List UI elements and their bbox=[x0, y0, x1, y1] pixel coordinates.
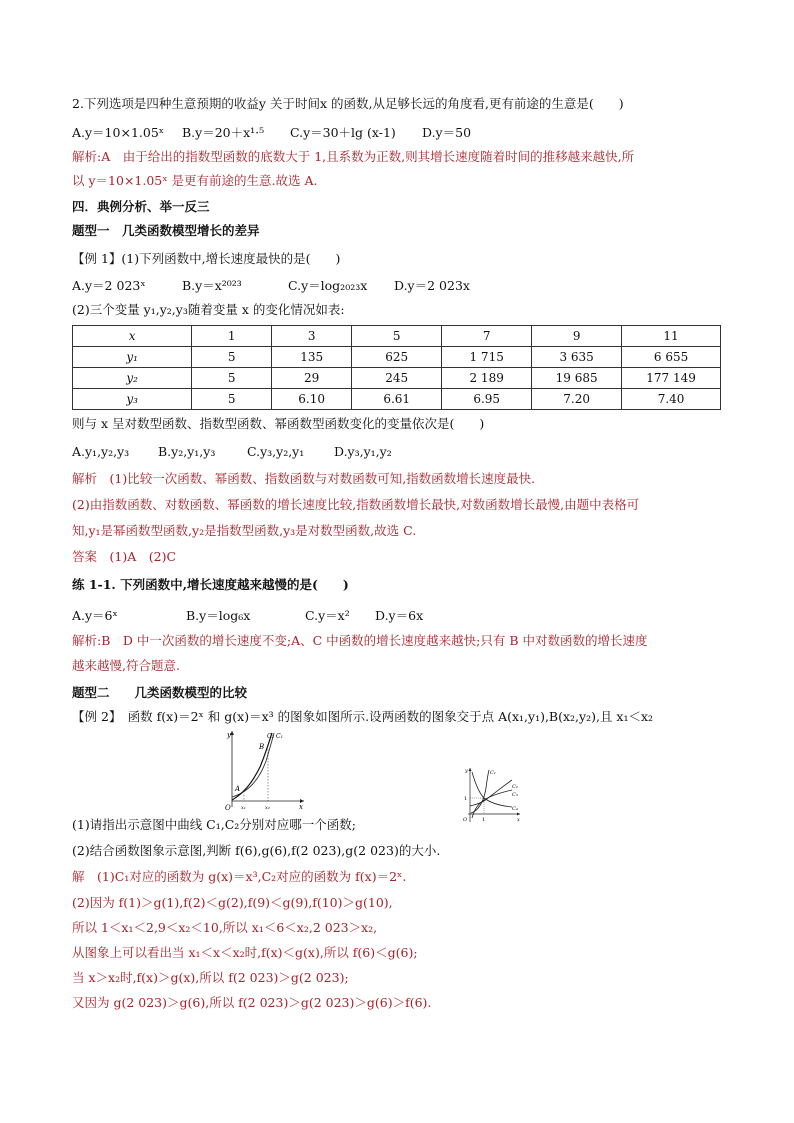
ex1-option-d: D.y＝2 023x bbox=[394, 278, 470, 293]
ex2-solution-line2: (2)因为 f(1)＞g(1),f(2)＜g(2),f(9)＜g(9),f(10)＞g(10), bbox=[72, 895, 393, 910]
ex2-solution-line4: 从图象上可以看出当 x₁＜x＜x₂时,f(x)＜g(x),所以 f(6)＜g(6); bbox=[72, 945, 418, 960]
practice-option-c: C.y＝x² bbox=[305, 608, 350, 623]
ex1-stem2: (2)三个变量 y₁,y₂,y₃随着变量 x 的变化情况如表: bbox=[72, 302, 345, 317]
fig1-origin: O bbox=[225, 804, 231, 812]
ex1-analysis-line2: (2)由指数函数、对数函数、幂函数的增长速度比较,指数函数增长最快,对数函数增长最慢,由题中表格可 bbox=[72, 497, 640, 512]
ex2-solution-line3: 所以 1＜x₁＜2,9＜x₂＜10,所以 x₁＜6＜x₂,2 023＞x₂, bbox=[72, 920, 378, 935]
table-cell: 1 715 bbox=[442, 347, 532, 368]
fig2-c4-label: C₄ bbox=[512, 806, 518, 812]
table-cell: 29 bbox=[272, 368, 352, 389]
ex2-solution-line5: 当 x＞x₂时,f(x)＞g(x),所以 f(2 023)＞g(2 023); bbox=[72, 970, 349, 985]
c2-label: C₂ bbox=[267, 733, 274, 740]
table-cell: 19 685 bbox=[532, 368, 622, 389]
practice-option-b: B.y＝log₆x bbox=[186, 608, 251, 623]
table-cell: 5 bbox=[352, 326, 442, 347]
table-cell: 6 655 bbox=[622, 347, 721, 368]
q2-option-b: B.y＝20＋x¹·⁵ bbox=[182, 125, 265, 140]
practice-option-a: A.y＝6ˣ bbox=[72, 608, 118, 623]
ex1-option-c: C.y＝log₂₀₂₃x bbox=[288, 278, 368, 293]
table-row-header: x bbox=[73, 326, 192, 347]
table-cell: 5 bbox=[192, 347, 272, 368]
table-row bbox=[73, 326, 721, 347]
ex1-q2-option-c: C.y₃,y₂,y₁ bbox=[247, 444, 305, 459]
table-cell: 177 149 bbox=[622, 368, 721, 389]
table-cell: 245 bbox=[352, 368, 442, 389]
table-cell: 11 bbox=[622, 326, 721, 347]
practice-option-d: D.y＝6x bbox=[375, 608, 424, 623]
ex1-option-a: A.y＝2 023ˣ bbox=[72, 278, 146, 293]
q2-stem: 2.下列选项是四种生意预期的收益y 关于时间x 的函数,从足够长远的角度看,更有前途的生意是( ) bbox=[72, 96, 624, 111]
table-row-header: y₁ bbox=[73, 347, 192, 368]
fig2-c2-label: C₂ bbox=[512, 784, 518, 790]
table-cell: 7 bbox=[442, 326, 532, 347]
variables-table bbox=[72, 325, 721, 410]
table-cell: 6.61 bbox=[352, 389, 442, 410]
table-row bbox=[73, 347, 721, 368]
practice-analysis-line2: 越来越慢,符合题意. bbox=[72, 658, 180, 673]
table-cell: 5 bbox=[192, 389, 272, 410]
q2-option-a: A.y＝10×1.05ˣ bbox=[72, 125, 165, 140]
table-cell: 6.10 bbox=[272, 389, 352, 410]
ex1-question: 则与 x 呈对数型函数、指数型函数、幂函数型函数变化的变量依次是( ) bbox=[72, 416, 485, 431]
table-cell: 5 bbox=[192, 368, 272, 389]
fig2-c1-label: C₁ bbox=[490, 770, 496, 776]
table-cell: 3 bbox=[272, 326, 352, 347]
ex1-answer: 答案 (1)A (2)C bbox=[72, 549, 177, 564]
intersection-graph bbox=[222, 727, 306, 813]
fig1-y-label: y bbox=[227, 731, 231, 739]
fig2-x-label: x bbox=[517, 817, 520, 823]
ex2-stem: 【例 2】 函数 f(x)＝2ˣ 和 g(x)＝x³ 的图象如图所示.设两函数的图象交于点 A(x₁,y₁),B(x₂,y₂),且 x₁＜x₂ bbox=[72, 709, 654, 724]
fig2-one-y: 1 bbox=[464, 796, 468, 802]
ex2-q2: (2)结合函数图象示意图,判断 f(6),g(6),f(2 023),g(2 023)的大小. bbox=[72, 843, 441, 858]
table-cell: 625 bbox=[352, 347, 442, 368]
c1-label: C₁ bbox=[276, 733, 283, 740]
q2-option-d: D.y＝50 bbox=[422, 125, 472, 140]
ex1-stem1: 【例 1】(1)下列函数中,增长速度最快的是( ) bbox=[72, 251, 341, 266]
ex2-q1: (1)请指出示意图中曲线 C₁,C₂分别对应哪一个函数; bbox=[72, 817, 357, 832]
table-row bbox=[73, 368, 721, 389]
table-cell: 7.40 bbox=[622, 389, 721, 410]
table-row-header: y₂ bbox=[73, 368, 192, 389]
ex1-q2-option-d: D.y₃,y₁,y₂ bbox=[334, 444, 392, 459]
ex1-analysis-line3: 知,y₁是幂函数型函数,y₂是指数型函数,y₃是对数型函数,故选 C. bbox=[72, 523, 417, 538]
four-curves-graph bbox=[462, 766, 522, 826]
point-b-label: B bbox=[259, 743, 265, 751]
ex2-solution-line6: 又因为 g(2 023)＞g(6),所以 f(2 023)＞g(2 023)＞g(6)＞f(6). bbox=[72, 995, 432, 1010]
fig2-origin: O bbox=[463, 817, 468, 823]
topic1-title: 题型一 几类函数模型增长的差异 bbox=[72, 223, 260, 238]
q2-analysis-line2: 以 y＝10×1.05ˣ 是更有前途的生意.故选 A. bbox=[72, 173, 318, 188]
fig2-c3-label: C₃ bbox=[512, 792, 518, 798]
section-title: 四．典例分析、举一反三 bbox=[72, 199, 210, 214]
table-cell: 135 bbox=[272, 347, 352, 368]
table-row-header: y₃ bbox=[73, 389, 192, 410]
fig1-x-label: x bbox=[299, 803, 303, 811]
ex1-q2-option-a: A.y₁,y₂,y₃ bbox=[72, 444, 130, 459]
ex2-solution-line1: 解 (1)C₁对应的函数为 g(x)＝x³,C₂对应的函数为 f(x)＝2ˣ. bbox=[72, 869, 407, 884]
x2-label: x₂ bbox=[265, 805, 270, 811]
q2-analysis-line1: 解析:A 由于给出的指数型函数的底数大于 1,且系数为正数,则其增长速度随着时间的推移越来越快,所 bbox=[72, 149, 635, 164]
ex1-option-b: B.y＝x²⁰²³ bbox=[182, 278, 242, 293]
table-cell: 6.95 bbox=[442, 389, 532, 410]
q2-option-c: C.y＝30＋lg (x-1) bbox=[290, 125, 396, 140]
point-a-label: A bbox=[235, 785, 241, 793]
x1-label: x₁ bbox=[241, 805, 246, 811]
table-cell: 1 bbox=[192, 326, 272, 347]
table-cell: 9 bbox=[532, 326, 622, 347]
ex1-q2-option-b: B.y₂,y₁,y₃ bbox=[158, 444, 216, 459]
practice-stem: 练 1-1. 下列函数中,增长速度越来越慢的是( ) bbox=[72, 577, 349, 592]
table-cell: 2 189 bbox=[442, 368, 532, 389]
practice-analysis-line1: 解析:B D 中一次函数的增长速度不变;A、C 中函数的增长速度越来越快;只有 B 中对数函数的增长速度 bbox=[72, 633, 648, 648]
fig2-one-x: 1 bbox=[482, 817, 486, 823]
table-row bbox=[73, 389, 721, 410]
topic2-title: 题型二 几类函数模型的比较 bbox=[72, 685, 248, 700]
fig2-y-label: y bbox=[465, 768, 468, 774]
table-cell: 3 635 bbox=[532, 347, 622, 368]
table-cell: 7.20 bbox=[532, 389, 622, 410]
ex1-analysis-line1: 解析 (1)比较一次函数、幂函数、指数函数与对数函数可知,指数函数增长速度最快. bbox=[72, 471, 536, 486]
